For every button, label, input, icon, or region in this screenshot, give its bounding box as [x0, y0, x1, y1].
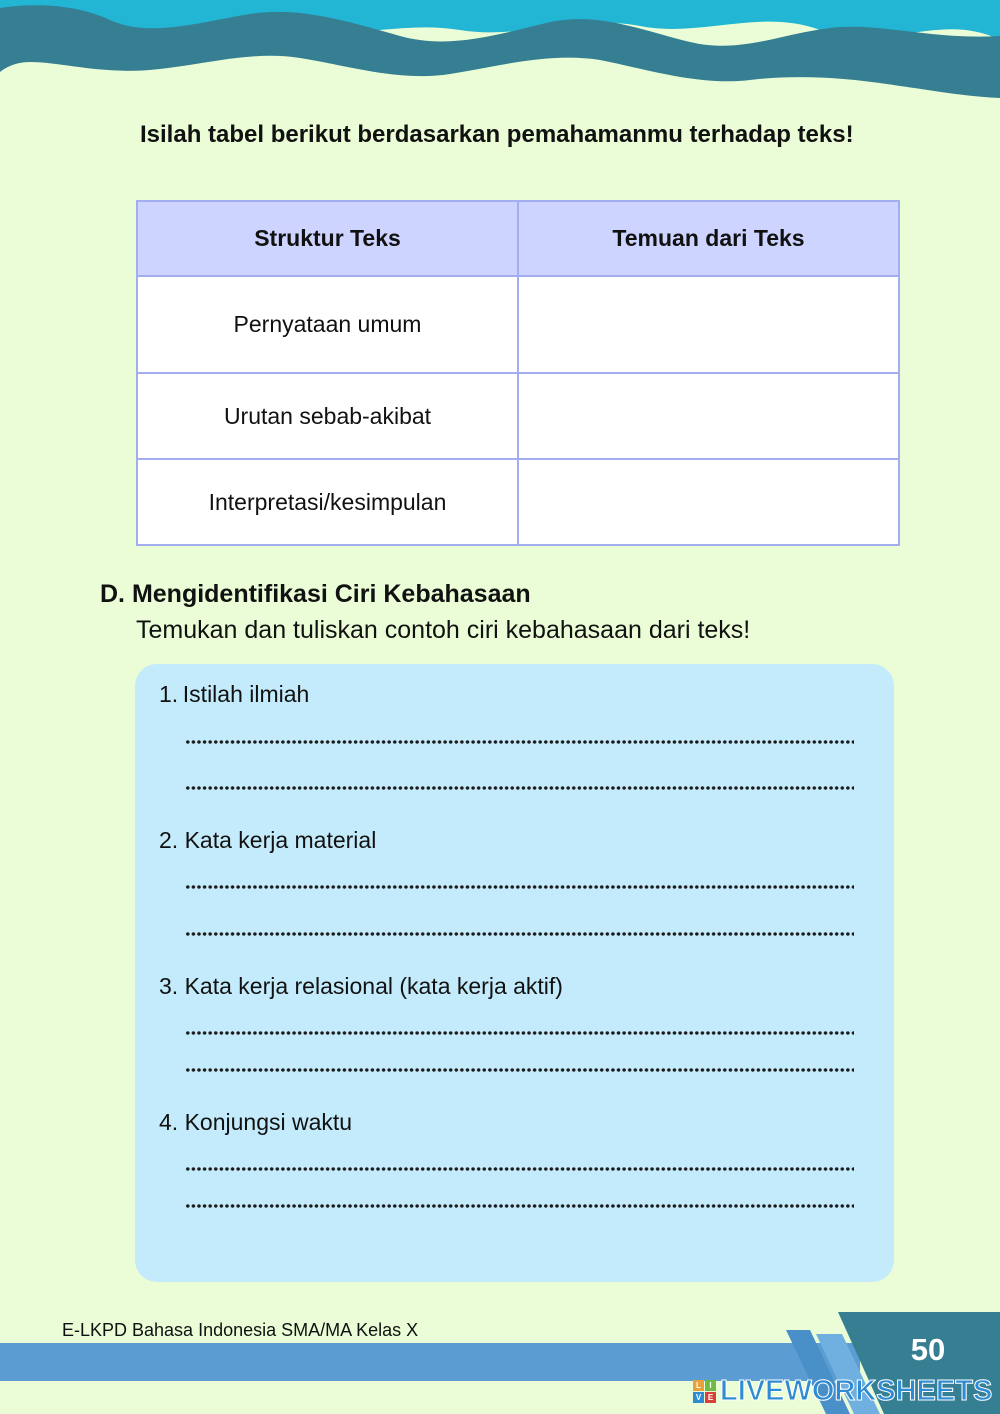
structure-cell: Urutan sebab-akibat — [137, 373, 518, 459]
answer-line[interactable] — [185, 1204, 854, 1208]
page-number: 50 — [910, 1332, 946, 1367]
text-structure-table — [136, 200, 900, 546]
liveworksheets-watermark — [693, 1374, 992, 1408]
table-row — [137, 373, 899, 459]
question-label: 2. Kata kerja material — [159, 827, 377, 853]
section-d-title: D. Mengidentifikasi Ciri Kebahasaan — [100, 580, 531, 608]
structure-cell: Interpretasi/kesimpulan — [137, 459, 518, 545]
liveworksheets-logo-icon: L I V E — [693, 1380, 716, 1403]
finding-cell[interactable] — [518, 373, 899, 459]
section-d-subtitle: Temukan dan tuliskan contoh ciri kebahasaan dari teks! — [136, 616, 751, 644]
structure-cell: Pernyataan umum — [137, 276, 518, 373]
answer-line[interactable] — [185, 1068, 854, 1072]
answer-line[interactable] — [185, 740, 854, 744]
table-header-cell: Struktur Teks — [137, 201, 518, 276]
table-row — [137, 459, 899, 545]
question-label: 1. Istilah ilmiah — [159, 681, 310, 707]
answer-line[interactable] — [185, 1031, 854, 1035]
table-row — [137, 276, 899, 373]
answer-line[interactable] — [185, 1167, 854, 1171]
question-label: 3. Kata kerja relasional (kata kerja aktif) — [159, 973, 563, 999]
answer-line[interactable] — [185, 786, 854, 790]
table-header-cell: Temuan dari Teks — [518, 201, 899, 276]
answer-line[interactable] — [185, 932, 854, 936]
footer-book-title: E-LKPD Bahasa Indonesia SMA/MA Kelas X — [62, 1320, 419, 1340]
finding-cell[interactable] — [518, 459, 899, 545]
answer-line[interactable] — [185, 885, 854, 889]
watermark-text: LIVEWORKSHEETS — [720, 1374, 993, 1407]
question-label: 4. Konjungsi waktu — [159, 1109, 353, 1135]
finding-cell[interactable] — [518, 276, 899, 373]
table-header-row — [137, 201, 899, 276]
answer-box — [135, 664, 894, 1282]
instruction-text: Isilah tabel berikut berdasarkan pemahamanmu terhadap teks! — [140, 121, 854, 148]
header-waves-decoration — [0, 0, 1000, 110]
